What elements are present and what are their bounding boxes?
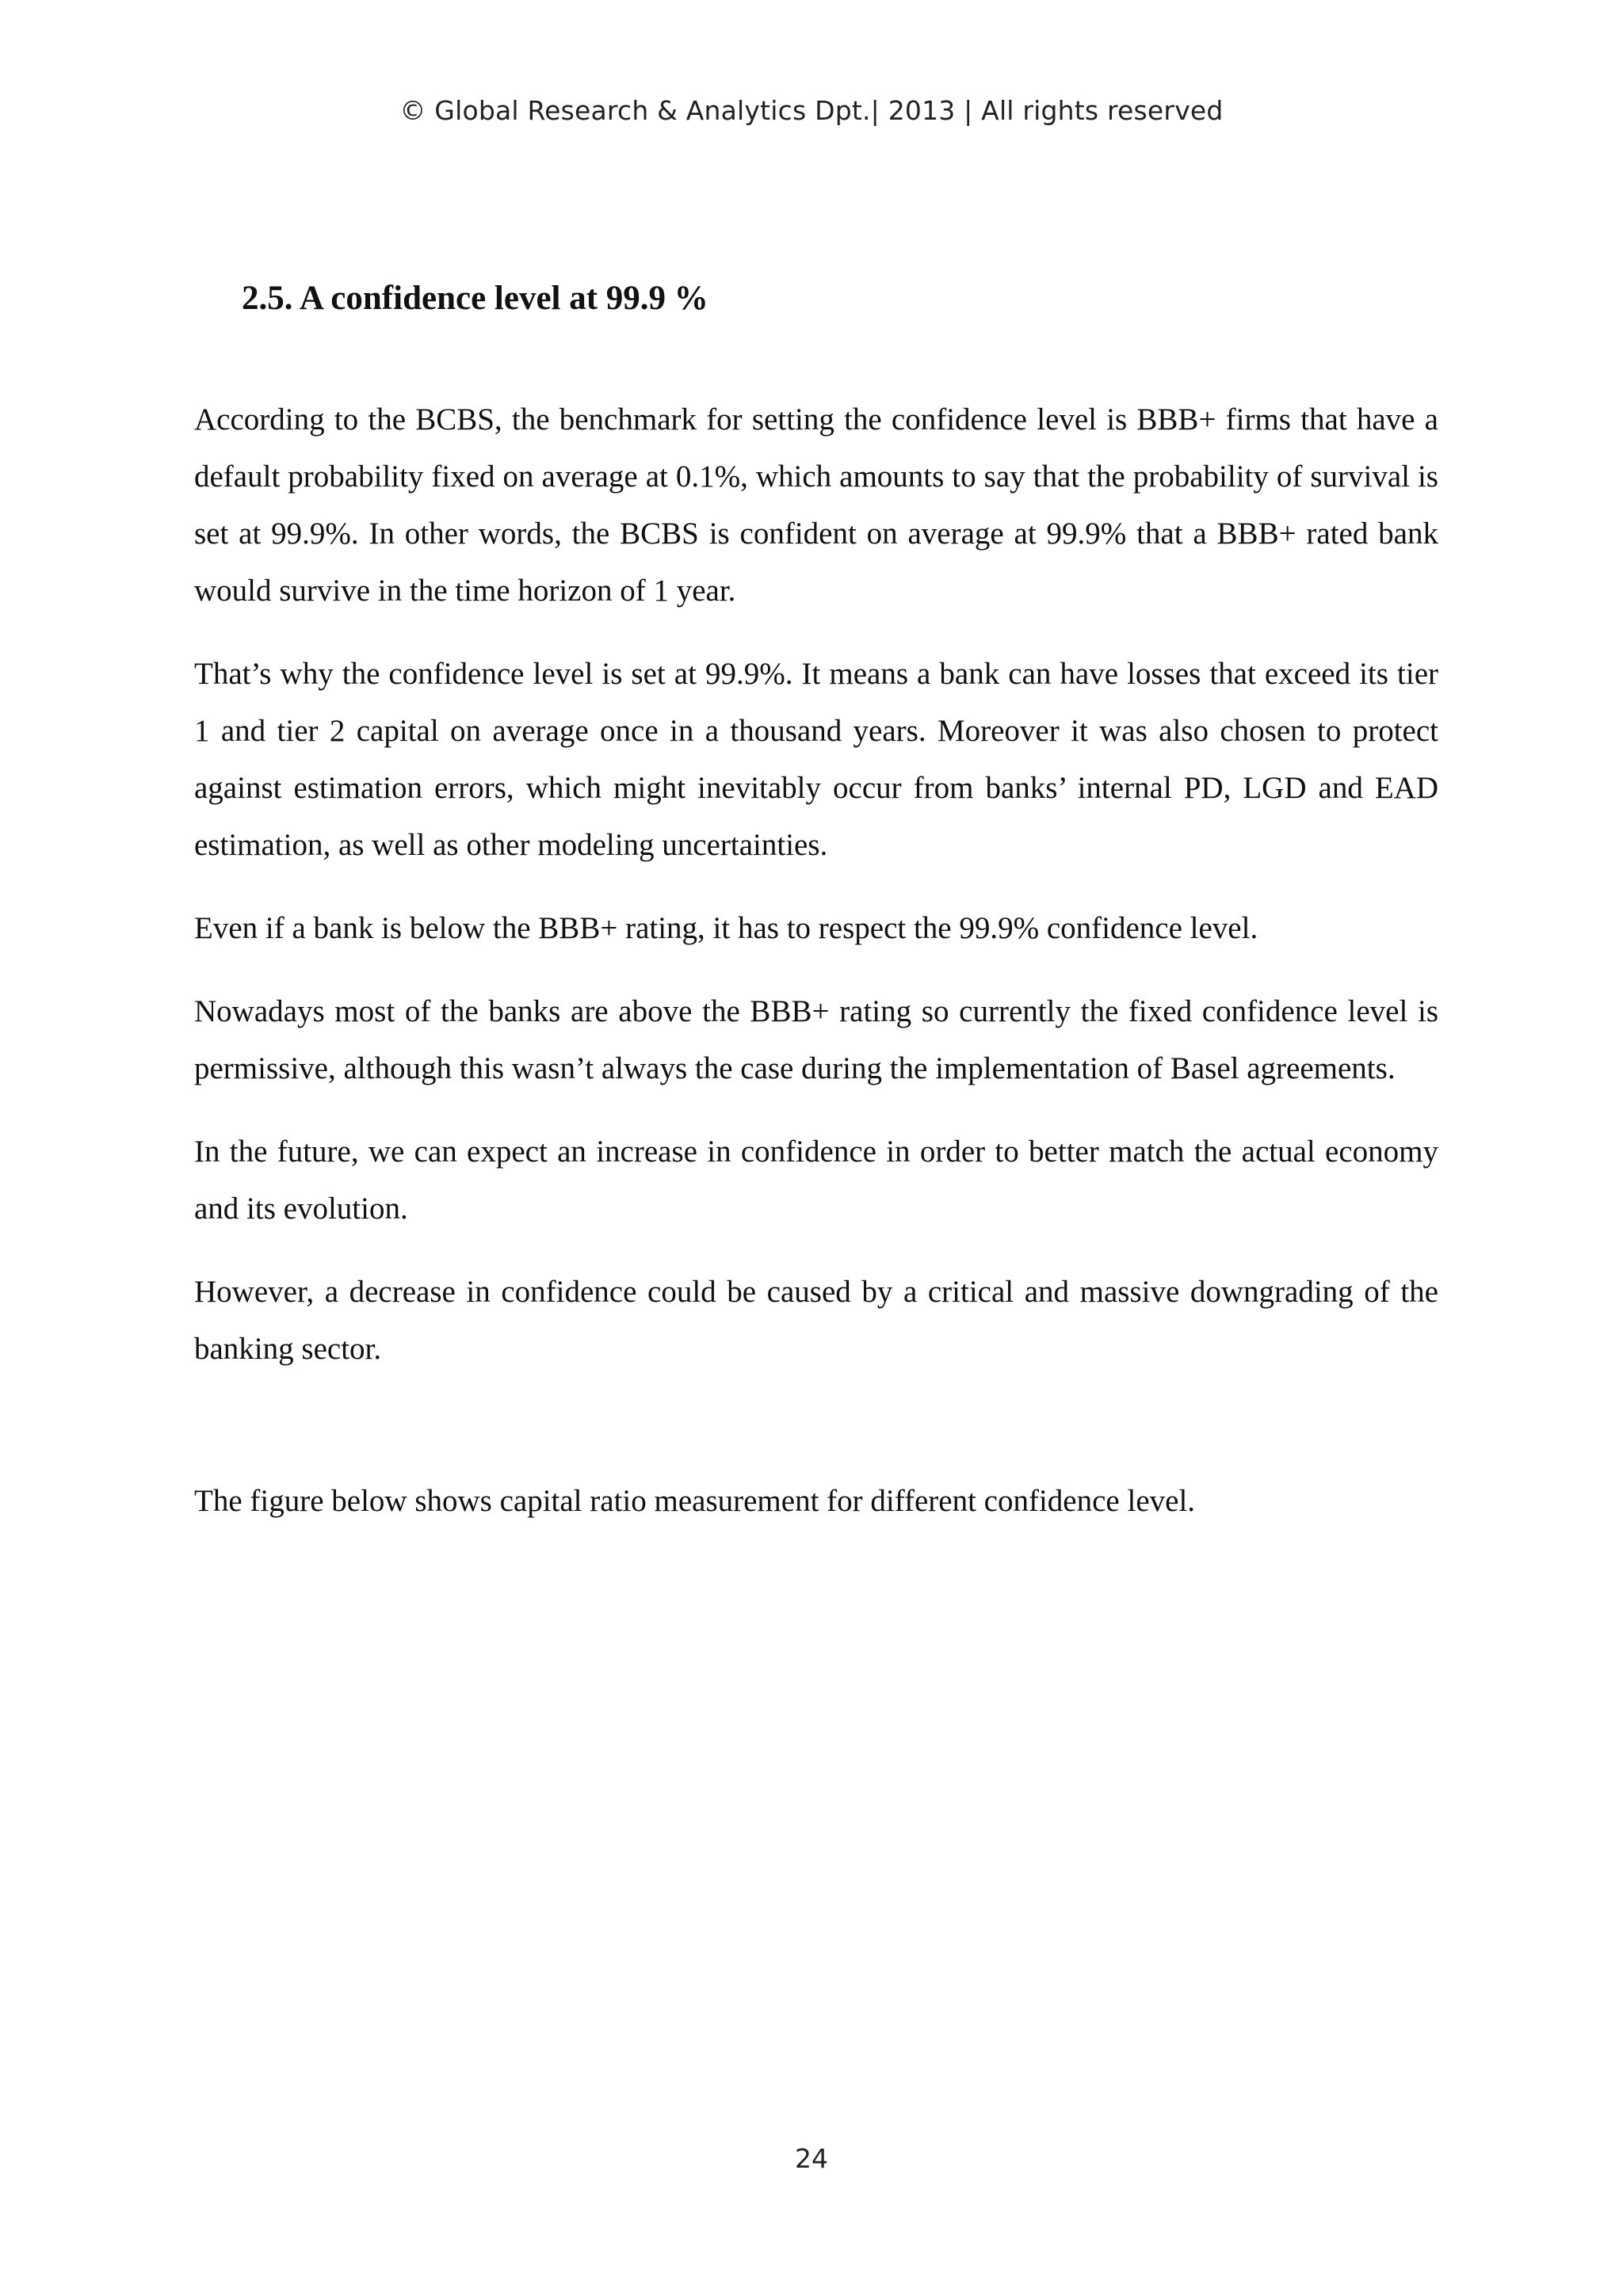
page-number: 24	[795, 2143, 828, 2174]
page-header-copyright: © Global Research & Analytics Dpt.| 2013 | All rights reserved	[399, 95, 1224, 126]
paragraph-figure-intro: The figure below shows capital ratio measurement for different confidence level.	[194, 1484, 1196, 1518]
paragraph-below-rating: Even if a bank is below the BBB+ rating, it has to respect the 99.9% confidence level.	[194, 911, 1258, 945]
paragraph-confidence-rationale: That’s why the confidence level is set at 99.9%. It means a bank can have losses that exceed its tier 1 and tier 2 capital on average once in a thousand years. Moreover it was also chosen to protect against estimation errors, which might inevitably occur from banks’ internal PD, LGD and EAD estimation, as well as other modeling uncertainties.	[194, 657, 1438, 862]
paragraph-permissive-level: Nowadays most of the banks are above the BBB+ rating so currently the fixed confidence level is permissive, although this wasn’t always the case during the implementation of Basel agreements.	[194, 994, 1438, 1085]
section-title: 2.5. A confidence level at 99.9 %	[242, 280, 708, 317]
body-text	[194, 391, 1438, 1556]
paragraph-possible-decrease: However, a decrease in confidence could be caused by a critical and massive downgrading of the banking sector.	[194, 1275, 1438, 1366]
paragraph-confidence-benchmark: According to the BCBS, the benchmark for setting the confidence level is BBB+ firms that have a default probability fixed on average at 0.1%, which amounts to say that the probability of survival is set at 99.9%. In other words, the BCBS is confident on average at 99.9% that a BBB+ rated bank would survive in the time horizon of 1 year.	[194, 402, 1438, 608]
paragraph-future-increase: In the future, we can expect an increase in confidence in order to better match the actual economy and its evolution.	[194, 1135, 1438, 1226]
